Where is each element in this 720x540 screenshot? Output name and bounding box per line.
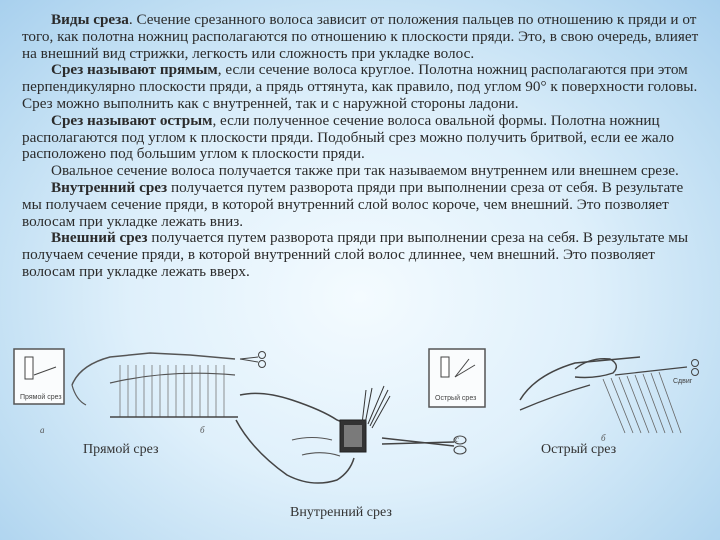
figure-sharp-cut [425, 345, 715, 445]
paragraph-outer [22, 230, 700, 280]
paragraph-text: , если полученное сечение волоса овальной формы. Полотна ножниц располагаются под углом к плоскости пряди. Подобный срез можно получить бритвой, если ее жало расположено под большим углом к плоскости пряди. [22, 111, 674, 163]
paragraph-sharp [22, 113, 700, 163]
term-types: Виды среза [51, 11, 129, 28]
paragraph-oval: Овальное сечение волоса получается также при так называемом внутреннем или внешнем срезе. [51, 162, 679, 180]
paragraph-text: . Сечение срезанного волоса зависит от положения пальцев по отношению к пряди и от того, как полотна ножниц располагаются по отношению к плоскости пряди. Это, в свою очередь, влияет на внешний вид стрижки, легкость или сложность при укладке волос. [22, 11, 699, 62]
box-label-sharp: Острый срез [435, 395, 477, 402]
caption-straight-cut: Прямой срез [83, 442, 159, 457]
caption-sharp-cut: Острый срез [541, 442, 617, 457]
paragraph-types [22, 12, 700, 62]
paragraph-text: получается путем разворота пряди при выполнении среза на себя. В результате мы получаем сечение пряди, в которой внутренний слой волос длиннее, чем внешний. Это позволяет волосам при укладке лежать вверх. [22, 229, 689, 280]
term-straight: Срез называют прямым [51, 61, 218, 79]
document-text [22, 12, 700, 281]
paragraph-text: , если сечение волоса круглое. Полотна ножниц располагаются при этом перпендикулярно плоскости пряди, а прядь оттянута, как правило, под углом 90° к поверхности головы. Срез можно выполнить как с внутренней, так и с наружной стороны ладони. [22, 61, 698, 112]
term-inner: Внутренний срез [51, 178, 168, 196]
paragraph-inner [22, 180, 700, 230]
fig-letter-c: с [455, 434, 459, 444]
term-sharp: Срез называют острым [51, 111, 213, 129]
fig-letter-b: б [200, 425, 205, 435]
paragraph-straight [22, 62, 700, 112]
caption-inner-cut: Внутренний срез [290, 505, 392, 520]
fig-letter-b-right: б [601, 433, 606, 443]
fig-letter-a: а [40, 425, 45, 435]
term-outer: Внешний срез [51, 229, 148, 247]
side-label: Сдвиг [673, 378, 693, 385]
paragraph-text: получается путем разворота пряди при выполнении среза от себя. В результате мы получаем сечение пряди, в которой внутренний слой волос короче, чем внешний. Это позволяет волосам при укладке лежать вниз. [22, 178, 684, 230]
box-label-straight: Прямой срез [20, 394, 62, 401]
